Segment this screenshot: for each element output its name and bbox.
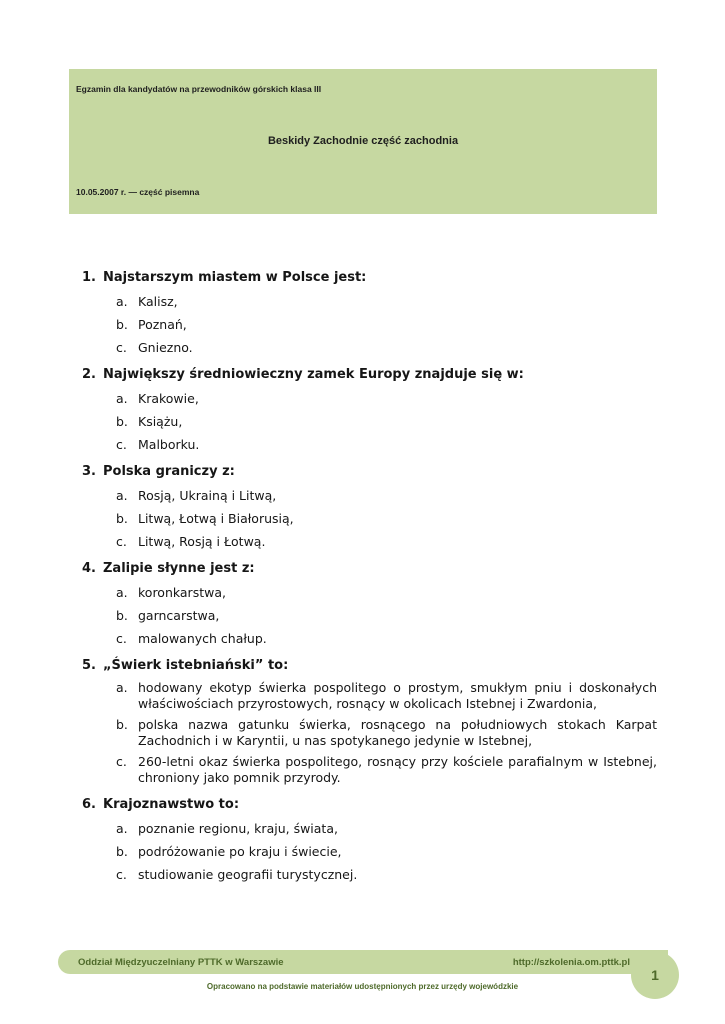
page-number: 1: [631, 951, 679, 999]
answer-text: Poznań,: [138, 317, 187, 332]
question-list: [82, 268, 657, 892]
question-number: 4.: [82, 561, 96, 576]
answer-text: Malborku.: [138, 437, 200, 452]
footer-url[interactable]: http://szkolenia.om.pttk.pl: [512, 957, 630, 968]
answer-option: [116, 867, 657, 883]
question-text: Największy średniowieczny zamek Europy znajduje się w:: [103, 367, 524, 382]
answer-option: [116, 391, 657, 407]
exam-date: 10.05.2007 r. — część pisemna: [76, 187, 200, 197]
answer-text: hodowany ekotyp świerka pospolitego o prostym, smukłym pniu i doskonałych właściwościach przyrostowych, rosnący w okolicach Istebnej i Zwardonia,: [138, 680, 657, 711]
answer-text: Litwą, Łotwą i Białorusią,: [138, 511, 294, 526]
question-text: Zalipie słynne jest z:: [103, 561, 255, 576]
answer-letter: b.: [116, 317, 128, 332]
answer-text: poznanie regionu, kraju, świata,: [138, 821, 338, 836]
answer-text: 260-letni okaz świerka pospolitego, rosnący przy kościele parafialnym w Istebnej, chroniony jako pomnik przyrody.: [138, 754, 657, 785]
question-number: 2.: [82, 367, 96, 382]
question-5: [82, 656, 657, 786]
answer-option: [116, 608, 657, 624]
footer-bar: [58, 950, 668, 974]
answer-letter: b.: [116, 608, 128, 623]
answer-letter: c.: [116, 867, 127, 882]
question-text: „Świerk istebniański” to:: [103, 658, 289, 673]
answer-option: [116, 821, 657, 837]
answer-option: [116, 754, 657, 786]
answer-letter: c.: [116, 631, 127, 646]
question-2: [82, 365, 657, 453]
header-box: [69, 69, 657, 214]
region-title: Beskidy Zachodnie część zachodnia: [267, 135, 459, 147]
answer-option: [116, 631, 657, 647]
answer-text: malowanych chałup.: [138, 631, 267, 646]
answer-option: [116, 488, 657, 504]
question-text: Krajoznawstwo to:: [103, 797, 240, 812]
answer-letter: a.: [116, 488, 128, 503]
question-number: 5.: [82, 658, 96, 673]
answer-option: [116, 414, 657, 430]
answer-option: [116, 437, 657, 453]
answer-text: Krakowie,: [138, 391, 199, 406]
answer-text: Litwą, Rosją i Łotwą.: [138, 534, 266, 549]
footer-note: Opracowano na podstawie materiałów udostępnionych przez urzędy wojewódzkie: [206, 982, 519, 991]
answer-option: [116, 585, 657, 601]
answer-letter: b.: [116, 414, 128, 429]
answer-letter: c.: [116, 534, 127, 549]
question-6: [82, 795, 657, 883]
answer-letter: b.: [116, 717, 128, 732]
answer-option: [116, 340, 657, 356]
question-1: [82, 268, 657, 356]
question-number: 6.: [82, 797, 96, 812]
footer-organization: Oddział Międzyuczelniany PTTK w Warszawie: [78, 957, 284, 968]
question-text: Najstarszym miastem w Polsce jest:: [103, 270, 367, 285]
answer-text: Gniezno.: [138, 340, 193, 355]
exam-title: Egzamin dla kandydatów na przewodników górskich klasa III: [76, 84, 322, 94]
answer-text: garncarstwa,: [138, 608, 220, 623]
answer-text: koronkarstwa,: [138, 585, 226, 600]
answer-letter: b.: [116, 511, 128, 526]
question-number: 1.: [82, 270, 96, 285]
answer-letter: c.: [116, 340, 127, 355]
answer-letter: a.: [116, 680, 128, 695]
answer-letter: a.: [116, 391, 128, 406]
question-3: [82, 462, 657, 550]
answer-text: Rosją, Ukrainą i Litwą,: [138, 488, 277, 503]
answer-letter: a.: [116, 585, 128, 600]
answer-text: podróżowanie po kraju i świecie,: [138, 844, 342, 859]
question-text: Polska graniczy z:: [103, 464, 235, 479]
answer-option: [116, 680, 657, 712]
question-4: [82, 559, 657, 647]
answer-letter: a.: [116, 294, 128, 309]
answer-option: [116, 294, 657, 310]
answer-text: polska nazwa gatunku świerka, rosnącego na południowych stokach Karpat Zachodnich i w Karyntii, u nas spotykanego jedynie w Istebnej,: [138, 717, 657, 748]
answer-text: Kalisz,: [138, 294, 178, 309]
answer-letter: a.: [116, 821, 128, 836]
question-number: 3.: [82, 464, 96, 479]
answer-option: [116, 534, 657, 550]
answer-option: [116, 317, 657, 333]
answer-letter: c.: [116, 437, 127, 452]
answer-option: [116, 717, 657, 749]
answer-text: Książu,: [138, 414, 183, 429]
answer-letter: b.: [116, 844, 128, 859]
answer-letter: c.: [116, 754, 127, 769]
answer-option: [116, 511, 657, 527]
answer-option: [116, 844, 657, 860]
answer-text: studiowanie geografii turystycznej.: [138, 867, 358, 882]
